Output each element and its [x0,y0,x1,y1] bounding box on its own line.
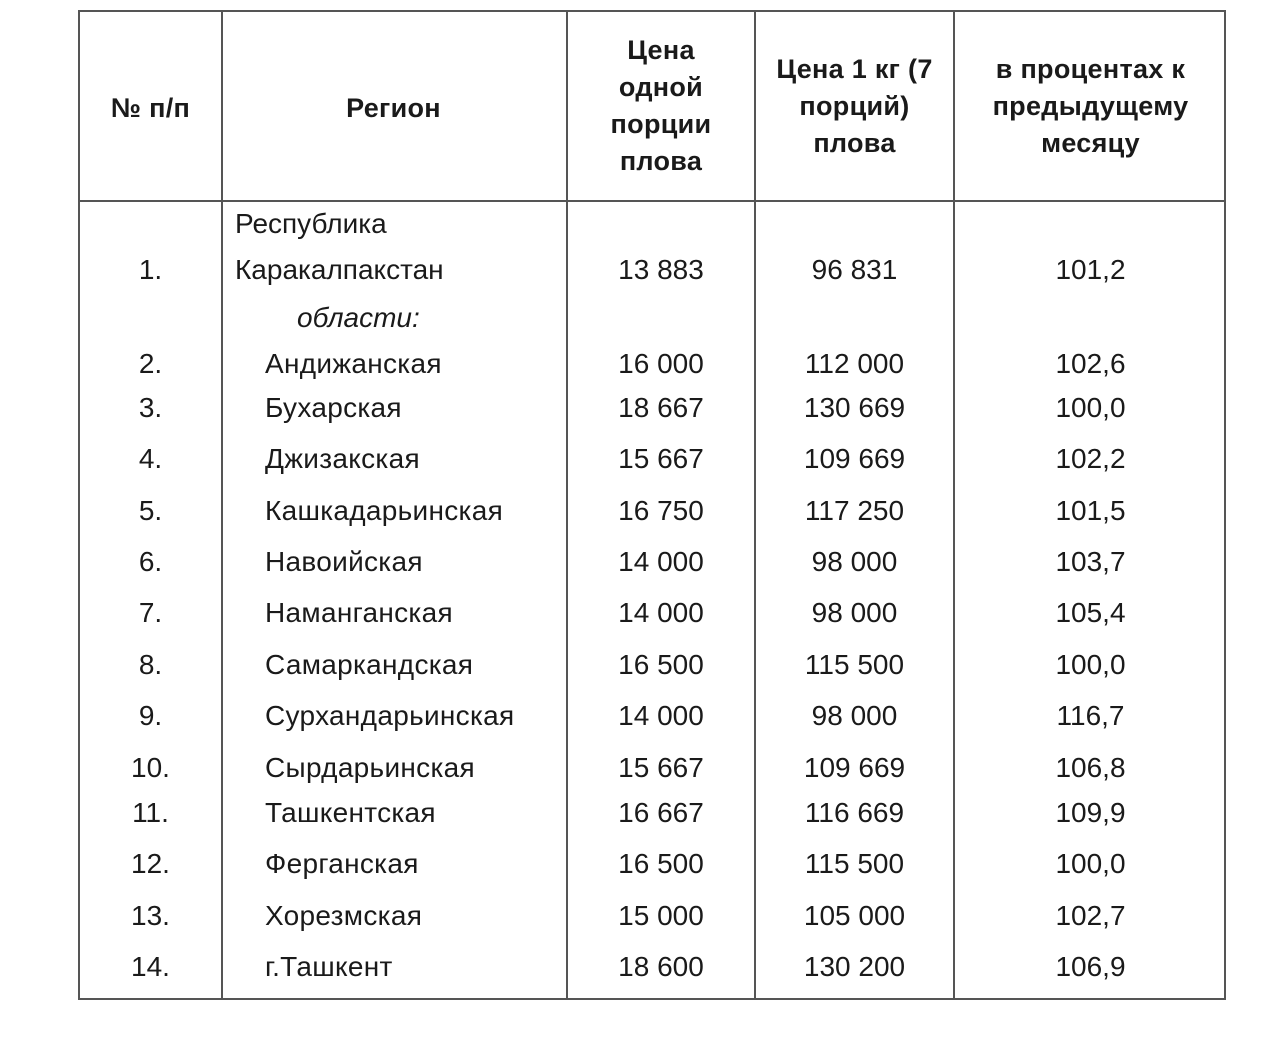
percent-value: 101,2 [1055,254,1126,285]
row-num: 5. [138,495,163,526]
portion-price: 16 750 [618,495,704,526]
subheading-regions: области: [297,302,420,333]
row-num: 12. [131,848,170,879]
header-kg-price: Цена 1 кг (7 порций) плова [776,53,933,158]
portion-price: 15 000 [618,900,704,931]
portion-price: 16 500 [618,649,704,680]
kg-price: 98 000 [811,597,898,628]
region-name: Кашкадарьинская [265,495,504,526]
percent-value: 106,8 [1055,752,1126,783]
region-name: Андижанская [265,348,442,379]
region-name: Бухарская [265,392,402,423]
row-num: 10. [131,752,170,783]
portion-price: 15 667 [618,443,704,474]
portion-price: 16 667 [618,797,704,828]
portion-price: 14 000 [618,597,704,628]
row-num: 7. [138,597,163,628]
percent-value: 100,0 [1055,392,1126,423]
kg-price: 98 000 [811,546,898,577]
percent-value: 101,5 [1055,495,1126,526]
kg-price: 115 500 [804,649,905,680]
portion-price: 15 667 [618,752,704,783]
portion-price: 16 000 [618,348,704,379]
percent-value: 109,9 [1055,797,1126,828]
region-name: г.Ташкент [265,951,393,982]
kg-price: 109 669 [803,443,906,474]
price-table [78,10,1226,1000]
percent-value: 106,9 [1055,951,1126,982]
region-name: Навоийская [265,546,423,577]
header-num: № п/п [110,92,191,123]
percent-value: 116,7 [1056,700,1125,731]
region-name: Хорезмская [265,900,423,931]
region-name: Сурхандарьинская [265,700,515,731]
percent-value: 103,7 [1055,546,1126,577]
percent-value: 100,0 [1055,848,1126,879]
row-num: 6. [138,546,163,577]
region-name: Самаркандская [265,649,474,680]
portion-price: 13 883 [618,254,704,285]
region-name: Ташкентская [265,797,436,828]
header-portion-price: Цена одной порции плова [610,35,712,176]
portion-price: 18 600 [618,951,704,982]
portion-price: 18 667 [618,392,704,423]
row-num: 3. [138,392,163,423]
kg-price: 130 200 [803,951,906,982]
header-percent: в процентах к предыдущему месяцу [992,53,1189,158]
kg-price: 112 000 [804,348,905,379]
region-name: Наманганская [265,597,453,628]
percent-value: 105,4 [1055,597,1126,628]
kg-price: 96 831 [811,254,898,285]
row-num: 11. [132,797,169,828]
region-name: Сырдарьинская [265,752,475,783]
percent-value: 102,2 [1055,443,1126,474]
kg-price: 98 000 [811,700,898,731]
kg-price: 105 000 [803,900,906,931]
header-region: Регион [346,92,441,123]
row-num: 9. [138,700,163,731]
row-num: 8. [138,649,163,680]
row-num: 14. [131,951,170,982]
kg-price: 117 250 [804,495,905,526]
portion-price: 14 000 [618,700,704,731]
row-num: 1. [138,254,163,285]
kg-price: 109 669 [803,752,906,783]
region-line-1: Республика [235,208,387,239]
kg-price: 130 669 [803,392,906,423]
row-num: 4. [138,443,163,474]
row-num: 2. [138,348,163,379]
kg-price: 115 500 [804,848,905,879]
percent-value: 102,7 [1055,900,1126,931]
region-name: Джизакская [265,443,420,474]
region-name: Ферганская [265,848,419,879]
percent-value: 100,0 [1055,649,1126,680]
row-num: 13. [131,900,170,931]
percent-value: 102,6 [1055,348,1126,379]
kg-price: 116 669 [804,797,905,828]
region-line-2: Каракалпакстан [235,254,444,285]
portion-price: 14 000 [618,546,704,577]
portion-price: 16 500 [618,848,704,879]
